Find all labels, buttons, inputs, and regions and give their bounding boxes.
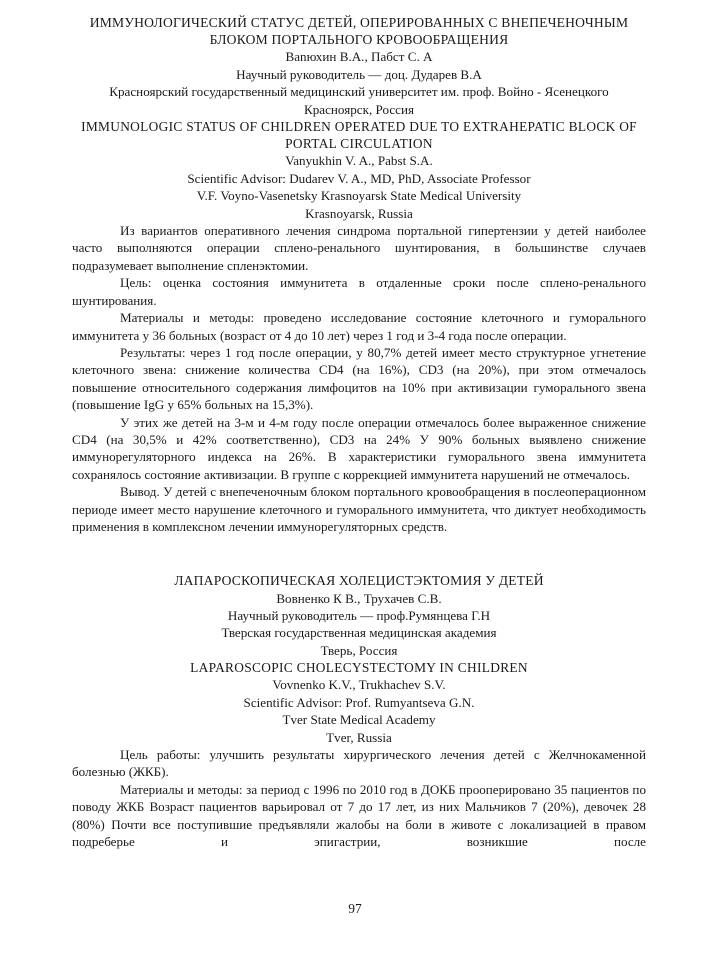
article-1-authors-en: Vanyukhin V. A., Pabst S.A. (285, 153, 433, 169)
article-2-city-en: Tver, Russia (326, 729, 392, 745)
article-2-paragraph-methods: Материалы и методы: за период с 1996 по 2010 год в ДОКБ прооперировано 35 пациентов по поводу ЖКБ Возраст пациентов варьировал от 7 до 17 лет, из них Мальчиков 7 (20%), девочек 28 (80%) Почти все поступившие предъявляли жалобы на боли в животе с локализацией в правом подреберье и эпигастрии, возникшие после (72, 781, 646, 850)
article-1-advisor-en: Scientific Advisor: Dudarev V. A., MD, PhD, Associate Professor (187, 170, 531, 186)
article-1-title-ru: ИММУНОЛОГИЧЕСКИЙ СТАТУС ДЕТЕЙ, ОПЕРИРОВАННЫХ С ВНЕПЕЧЕНОЧНЫМ БЛОКОМ ПОРТАЛЬНОГО КРОВООБРАЩЕНИЯ (89, 15, 629, 48)
article-1-title-en: IMMUNOLOGIC STATUS OF CHILDREN OPERATED DUE TO EXTRAHEPATIC BLOCK OF PORTAL CIRCULATION (81, 119, 637, 152)
article-2-authors-en: Vovnenko K.V., Trukhachev S.V. (272, 677, 446, 693)
article-1-city-ru: Красноярск, Россия (304, 101, 414, 117)
article-2 (72, 572, 646, 850)
article-2-authors-ru: Вовненко К В., Трухачев С.В. (276, 590, 442, 606)
article-2-advisor-en: Scientific Advisor: Prof. Rumyantseva G.N. (243, 694, 475, 710)
article-1-institution-en: V.F. Voyno-Vasenetsky Krasnoyarsk State Medical University (196, 188, 522, 204)
page-number: 97 (348, 901, 362, 916)
article-1-paragraph-intro: Из вариантов оперативного лечения синдрома портальной гипертензии у детей наиболее часто выполняются операции сплено-ренального шунтирования, в большинстве случаев подразумевает выполнение спленэктомии. (72, 223, 646, 273)
article-1-paragraph-results: Результаты: через 1 год после операции, у 80,7% детей имеет место структурное угнетение клеточного звена: снижение количества CD4 (на 16%), CD3 (на 20%), при этом отмечалось повышение относительного содержания лимфоцитов на 10% при активизации гуморального звена (повышение IgG у 65% больных на 15,3%). (72, 344, 646, 413)
article-1-advisor-ru: Научный руководитель — доц. Дударев В.А (236, 66, 482, 82)
article-1 (72, 14, 646, 535)
article-1-institution-ru: Красноярский государственный медицинский университет им. проф. Войно - Ясенецкого (109, 84, 609, 100)
article-1-paragraph-results-followup: У этих же детей на 3-м и 4-м году после операции отмечалось более выраженное снижение CD4 (на 30,5% и 42% соответственно), CD3 на 24% У 90% больных выявлено снижение иммунорегуляторного индекса на 26%. В характеристики гуморального звена иммунитета сохранялось состояние активизации. В группе с коррекцией иммунитета нарушений не отмечалось. (72, 414, 646, 482)
article-1-authors-ru: Ваnюхин В.А., Пабст С. А (285, 49, 433, 65)
article-1-city-en: Krasnoyarsk, Russia (305, 205, 413, 221)
article-2-institution-ru: Тверская государственная медицинская академия (221, 625, 497, 641)
article-2-city-ru: Тверь, Россия (320, 642, 398, 658)
article-1-paragraph-conclusion: Вывод. У детей с внепеченочным блоком портального кровообращения в послеоперационном периоде имеет место нарушение клеточного и гуморального иммунитета, что диктует необходимость применения в комплексном лечении иммунорегуляторных средств. (72, 484, 646, 534)
article-2-advisor-ru: Научный руководитель — проф.Румянцева Г.Н (227, 607, 491, 623)
article-1-paragraph-aim: Цель: оценка состояния иммунитета в отдаленные сроки после сплено-ренального шунтирования. (72, 275, 646, 308)
article-2-title-en: LAPAROSCOPIC CHOLECYSTECTOMY IN CHILDREN (190, 660, 528, 676)
article-2-paragraph-aim: Цель работы: улучшить результаты хирургического лечения детей с Желчнокаменной болезнью (ЖКБ). (72, 747, 646, 780)
article-2-title-ru: ЛАПАРОСКОПИЧЕСКАЯ ХОЛЕЦИСТЭКТОМИЯ У ДЕТЕЙ (174, 573, 544, 589)
article-1-paragraph-methods: Материалы и методы: проведено исследование состояние клеточного и гуморального иммунитета у 36 больных (возраст от 4 до 10 лет) через 1 год и 3-4 года после операции. (72, 310, 646, 343)
article-2-institution-en: Tver State Medical Academy (282, 712, 436, 728)
